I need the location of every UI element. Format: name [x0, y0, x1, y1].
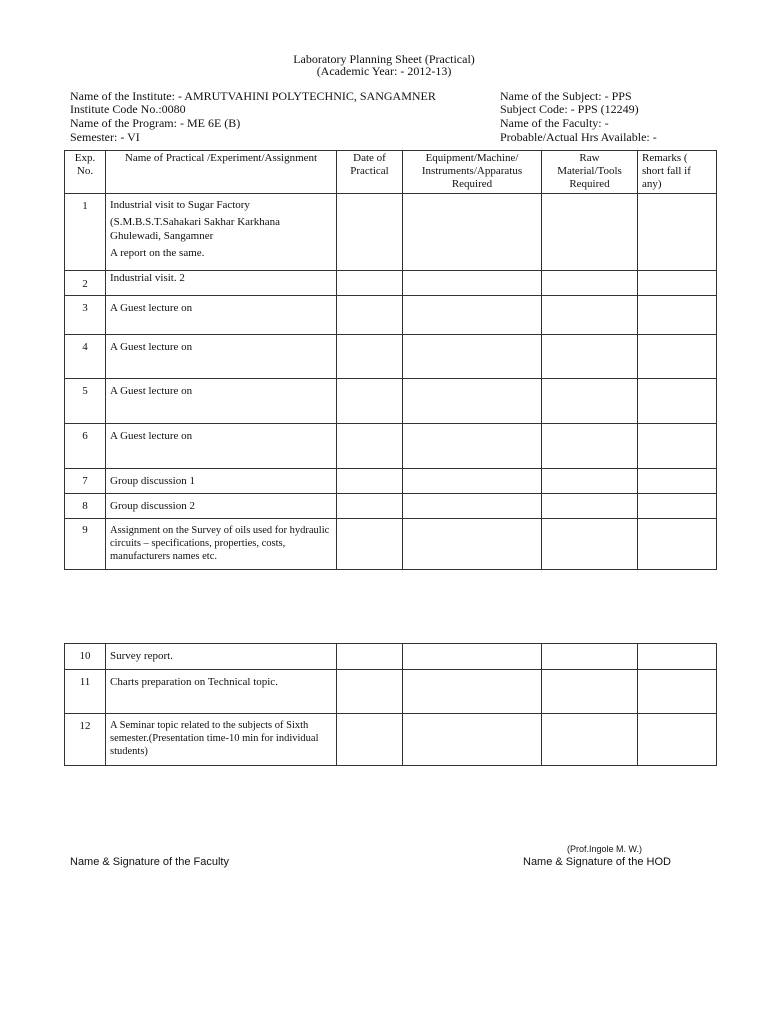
equipment-cell[interactable] — [403, 335, 542, 379]
raw-material-cell[interactable] — [542, 271, 638, 296]
raw-material-cell[interactable] — [542, 469, 638, 494]
equipment-cell[interactable] — [403, 494, 542, 519]
subject-code: Subject Code: - PPS (12249) — [500, 102, 639, 116]
raw-material-cell[interactable] — [542, 519, 638, 570]
exp-no-cell: 12 — [65, 714, 106, 766]
table-row — [65, 379, 717, 424]
faculty-name: Name of the Faculty: - — [500, 116, 609, 130]
equipment-cell[interactable] — [403, 469, 542, 494]
exp-no-cell: 2 — [65, 271, 106, 296]
remarks-cell[interactable] — [638, 424, 717, 469]
date-cell[interactable] — [337, 644, 403, 670]
exp-no-cell: 8 — [65, 494, 106, 519]
raw-material-cell[interactable] — [542, 670, 638, 714]
exp-no-cell: 3 — [65, 296, 106, 335]
date-cell[interactable] — [337, 424, 403, 469]
remarks-cell[interactable] — [638, 670, 717, 714]
date-cell[interactable] — [337, 296, 403, 335]
equipment-cell[interactable] — [403, 714, 542, 766]
practical-name-cell: Group discussion 1 — [106, 469, 337, 494]
table-row — [65, 714, 717, 766]
date-cell[interactable] — [337, 714, 403, 766]
header-date: Date of Practical — [337, 151, 403, 194]
practical-name-line: Industrial visit to Sugar Factory — [110, 199, 250, 211]
practical-name-line: A report on the same. — [110, 247, 205, 259]
equipment-cell[interactable] — [403, 519, 542, 570]
raw-material-cell[interactable] — [542, 194, 638, 271]
remarks-cell[interactable] — [638, 519, 717, 570]
practical-name-cell: A Guest lecture on — [106, 424, 337, 469]
remarks-cell[interactable] — [638, 296, 717, 335]
equipment-cell[interactable] — [403, 379, 542, 424]
semester: Semester: - VI — [70, 130, 140, 144]
practical-name-cell: A Guest lecture on — [106, 379, 337, 424]
exp-no-cell: 11 — [65, 670, 106, 714]
equipment-cell[interactable] — [403, 670, 542, 714]
raw-material-cell[interactable] — [542, 296, 638, 335]
table-header-row — [65, 151, 717, 194]
header-practical-name: Name of Practical /Experiment/Assignment — [106, 151, 337, 194]
header-raw-material: Raw Material/Tools Required — [542, 151, 638, 194]
subject-name: Name of the Subject: - PPS — [500, 89, 632, 103]
table-row — [65, 296, 717, 335]
exp-no-cell: 7 — [65, 469, 106, 494]
date-cell[interactable] — [337, 494, 403, 519]
equipment-cell[interactable] — [403, 644, 542, 670]
raw-material-cell[interactable] — [542, 714, 638, 766]
raw-material-cell[interactable] — [542, 379, 638, 424]
table-row — [65, 670, 717, 714]
institute-name: Name of the Institute: - AMRUTVAHINI POLYTECHNIC, SANGAMNER — [70, 89, 436, 103]
remarks-cell[interactable] — [638, 271, 717, 296]
table-row — [65, 469, 717, 494]
equipment-cell[interactable] — [403, 296, 542, 335]
hod-name: (Prof.Ingole M. W.) — [567, 844, 643, 854]
practical-name-cell: Charts preparation on Technical topic. — [106, 670, 337, 714]
table-row — [65, 644, 717, 670]
table-row — [65, 271, 717, 296]
practical-name-line: (S.M.B.S.T.Sahakari Sakhar Karkhana Ghulewadi, Sangamner — [110, 216, 280, 242]
sheet-title: Laboratory Planning Sheet (Practical) — [293, 52, 475, 66]
date-cell[interactable] — [337, 379, 403, 424]
date-cell[interactable] — [337, 335, 403, 379]
academic-year: (Academic Year: - 2012-13) — [316, 64, 452, 78]
practical-name-cell: A Seminar topic related to the subjects of Sixth semester.(Presentation time-10 min for individual students) — [106, 714, 337, 766]
raw-material-cell[interactable] — [542, 494, 638, 519]
hod-signature-label: Name & Signature of the HOD — [523, 856, 671, 868]
program-name: Name of the Program: - ME 6E (B) — [70, 116, 241, 130]
date-cell[interactable] — [337, 194, 403, 271]
practical-name-cell: Industrial visit. 2 — [106, 271, 337, 296]
practical-table-continued — [64, 643, 717, 766]
remarks-cell[interactable] — [638, 494, 717, 519]
raw-material-cell[interactable] — [542, 424, 638, 469]
practical-table — [64, 150, 717, 570]
remarks-cell[interactable] — [638, 644, 717, 670]
exp-no-cell: 10 — [65, 644, 106, 670]
header-equipment: Equipment/Machine/ Instruments/Apparatus Required — [403, 151, 542, 194]
date-cell[interactable] — [337, 469, 403, 494]
header-exp-no: Exp. No. — [65, 151, 106, 194]
table-row — [65, 519, 717, 570]
faculty-signature-label: Name & Signature of the Faculty — [70, 856, 229, 868]
practical-name-cell: Group discussion 2 — [106, 494, 337, 519]
practical-name-cell: Assignment on the Survey of oils used for hydraulic circuits – specifications, properties, costs, manufacturers names etc. — [106, 519, 337, 570]
table-row — [65, 424, 717, 469]
practical-name-cell: Survey report. — [106, 644, 337, 670]
date-cell[interactable] — [337, 271, 403, 296]
hours-available: Probable/Actual Hrs Available: - — [500, 130, 657, 144]
remarks-cell[interactable] — [638, 379, 717, 424]
equipment-cell[interactable] — [403, 424, 542, 469]
date-cell[interactable] — [337, 670, 403, 714]
equipment-cell[interactable] — [403, 271, 542, 296]
exp-no-cell: 4 — [65, 335, 106, 379]
practical-name-cell: A Guest lecture on — [106, 296, 337, 335]
table-row — [65, 494, 717, 519]
practical-name-cell — [106, 194, 337, 271]
header-remarks: Remarks ( short fall if any) — [638, 151, 717, 194]
table-row — [65, 194, 717, 271]
exp-no-cell: 5 — [65, 379, 106, 424]
remarks-cell[interactable] — [638, 194, 717, 271]
equipment-cell[interactable] — [403, 194, 542, 271]
remarks-cell[interactable] — [638, 469, 717, 494]
institute-code: Institute Code No.:0080 — [70, 102, 186, 116]
raw-material-cell[interactable] — [542, 644, 638, 670]
remarks-cell[interactable] — [638, 714, 717, 766]
remarks-cell[interactable] — [638, 335, 717, 379]
raw-material-cell[interactable] — [542, 335, 638, 379]
exp-no-cell: 1 — [65, 194, 106, 271]
exp-no-cell: 6 — [65, 424, 106, 469]
date-cell[interactable] — [337, 519, 403, 570]
exp-no-cell: 9 — [65, 519, 106, 570]
table-row — [65, 335, 717, 379]
practical-name-cell: A Guest lecture on — [106, 335, 337, 379]
